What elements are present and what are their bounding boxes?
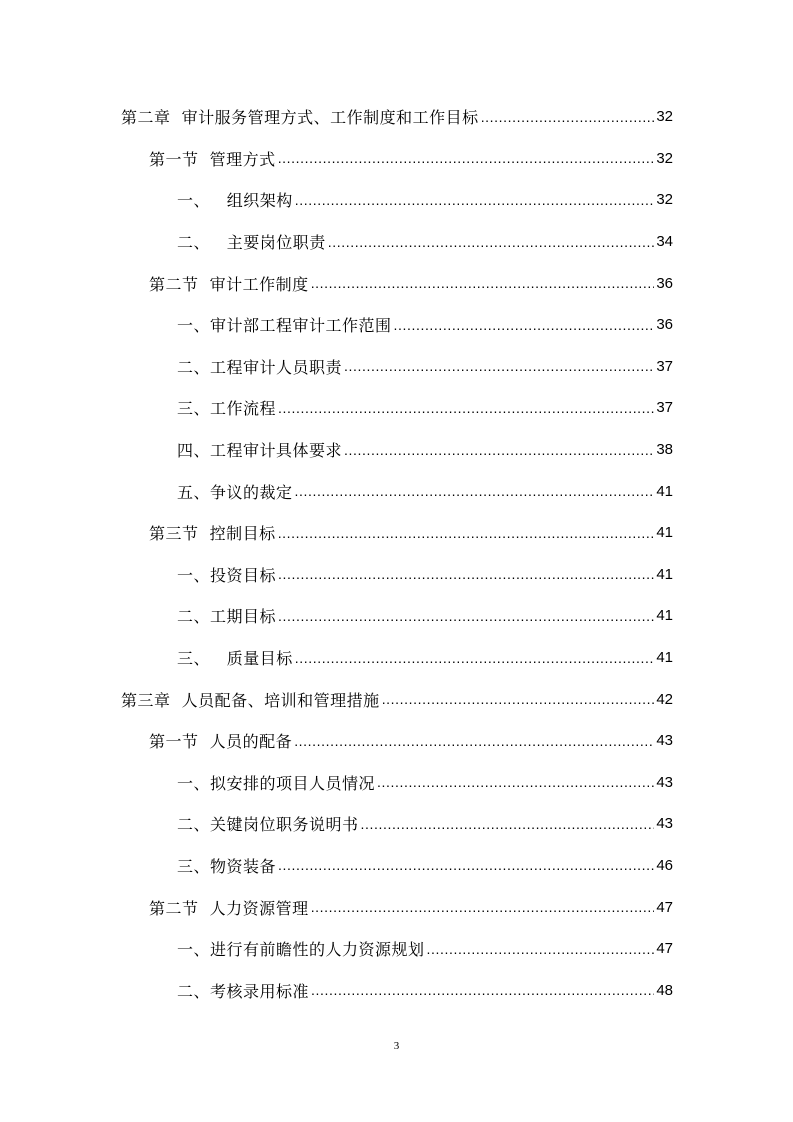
toc-entry-page-number: 41 bbox=[656, 649, 673, 667]
toc-entry-title: 一、进行有前瞻性的人力资源规划 bbox=[177, 940, 425, 960]
page-number: 3 bbox=[393, 1040, 400, 1052]
toc-entry-page-number: 38 bbox=[656, 441, 673, 459]
toc-dot-leader bbox=[361, 816, 655, 832]
toc-entry-page-number: 32 bbox=[656, 191, 673, 209]
toc-entry-page-number: 37 bbox=[656, 357, 673, 375]
toc-entry-page-number: 37 bbox=[656, 399, 673, 417]
toc-entry-page-number: 46 bbox=[656, 856, 673, 874]
toc-dot-leader bbox=[311, 982, 654, 998]
toc-dot-leader bbox=[344, 358, 654, 374]
toc-entry[interactable] bbox=[0, 845, 793, 887]
toc-entry-title: 三、 质量目标 bbox=[177, 649, 293, 669]
toc-entry[interactable] bbox=[0, 221, 793, 263]
toc-entry[interactable] bbox=[0, 928, 793, 970]
toc-dot-leader bbox=[295, 483, 655, 499]
toc-entry-page-number: 36 bbox=[656, 274, 673, 292]
toc-entry-title: 二、工程审计人员职责 bbox=[177, 357, 343, 377]
toc-entry-title: 四、工程审计具体要求 bbox=[177, 441, 343, 461]
toc-entry[interactable] bbox=[0, 969, 793, 1011]
toc-entry[interactable] bbox=[0, 637, 793, 679]
table-of-contents bbox=[0, 96, 793, 1011]
toc-entry-title: 三、工作流程 bbox=[177, 399, 277, 419]
toc-entry[interactable] bbox=[0, 138, 793, 180]
toc-dot-leader bbox=[427, 941, 655, 957]
toc-entry-page-number: 43 bbox=[656, 732, 673, 750]
toc-dot-leader bbox=[278, 608, 654, 624]
toc-entry-title: 二、 主要岗位职责 bbox=[177, 233, 326, 253]
toc-entry[interactable] bbox=[0, 304, 793, 346]
toc-entry[interactable] bbox=[0, 346, 793, 388]
toc-entry-title: 一、审计部工程审计工作范围 bbox=[177, 316, 392, 336]
toc-entry-title: 一、 组织架构 bbox=[177, 191, 293, 211]
toc-dot-leader bbox=[311, 899, 655, 915]
toc-entry-title: 第一节 管理方式 bbox=[149, 149, 276, 169]
toc-entry-page-number: 47 bbox=[656, 898, 673, 916]
toc-entry-title: 第三节 控制目标 bbox=[149, 524, 276, 544]
toc-entry[interactable] bbox=[0, 429, 793, 471]
toc-entry-page-number: 41 bbox=[656, 482, 673, 500]
toc-dot-leader bbox=[278, 566, 654, 582]
toc-entry-page-number: 41 bbox=[656, 607, 673, 625]
toc-entry-page-number: 34 bbox=[656, 233, 673, 251]
toc-entry-page-number: 43 bbox=[656, 773, 673, 791]
toc-entry-page-number: 32 bbox=[656, 108, 673, 126]
toc-entry-title: 二、关键岗位职务说明书 bbox=[177, 815, 359, 835]
toc-entry[interactable] bbox=[0, 762, 793, 804]
toc-dot-leader bbox=[295, 192, 655, 208]
toc-dot-leader bbox=[328, 234, 655, 250]
toc-dot-leader bbox=[295, 650, 655, 666]
toc-entry-page-number: 47 bbox=[656, 940, 673, 958]
toc-entry-title: 二、考核录用标准 bbox=[177, 981, 310, 1001]
toc-dot-leader bbox=[278, 150, 655, 166]
toc-dot-leader bbox=[481, 109, 655, 125]
toc-dot-leader bbox=[344, 442, 654, 458]
toc-entry[interactable] bbox=[0, 803, 793, 845]
toc-entry[interactable] bbox=[0, 554, 793, 596]
toc-entry[interactable] bbox=[0, 470, 793, 512]
toc-entry[interactable] bbox=[0, 595, 793, 637]
toc-dot-leader bbox=[294, 733, 654, 749]
toc-entry-title: 第三章 人员配备、培训和管理措施 bbox=[121, 690, 380, 710]
toc-entry-title: 第一节 人员的配备 bbox=[149, 732, 293, 752]
toc-dot-leader bbox=[278, 400, 654, 416]
toc-entry[interactable] bbox=[0, 720, 793, 762]
toc-entry[interactable] bbox=[0, 512, 793, 554]
toc-entry-page-number: 43 bbox=[656, 815, 673, 833]
toc-entry[interactable] bbox=[0, 678, 793, 720]
toc-dot-leader bbox=[377, 774, 654, 790]
toc-dot-leader bbox=[278, 525, 655, 541]
toc-entry-title: 第二节 审计工作制度 bbox=[149, 274, 309, 294]
toc-entry-title: 五、争议的裁定 bbox=[177, 482, 293, 502]
toc-entry-page-number: 36 bbox=[656, 316, 673, 334]
toc-dot-leader bbox=[278, 857, 654, 873]
toc-entry[interactable] bbox=[0, 387, 793, 429]
toc-entry[interactable] bbox=[0, 262, 793, 304]
toc-entry[interactable] bbox=[0, 179, 793, 221]
toc-entry-title: 第二节 人力资源管理 bbox=[149, 898, 309, 918]
toc-dot-leader bbox=[311, 275, 655, 291]
toc-entry-title: 一、投资目标 bbox=[177, 565, 277, 585]
toc-entry-page-number: 41 bbox=[656, 565, 673, 583]
toc-entry-page-number: 42 bbox=[656, 690, 673, 708]
toc-entry-page-number: 48 bbox=[656, 981, 673, 999]
toc-dot-leader bbox=[394, 317, 655, 333]
toc-dot-leader bbox=[382, 691, 655, 707]
toc-entry-page-number: 41 bbox=[656, 524, 673, 542]
toc-entry-title: 二、工期目标 bbox=[177, 607, 277, 627]
toc-entry[interactable] bbox=[0, 96, 793, 138]
toc-entry-title: 三、物资装备 bbox=[177, 856, 277, 876]
toc-entry-title: 第二章 审计服务管理方式、工作制度和工作目标 bbox=[121, 108, 479, 128]
toc-entry-title: 一、拟安排的项目人员情况 bbox=[177, 773, 376, 793]
toc-entry-page-number: 32 bbox=[656, 149, 673, 167]
toc-entry[interactable] bbox=[0, 886, 793, 928]
